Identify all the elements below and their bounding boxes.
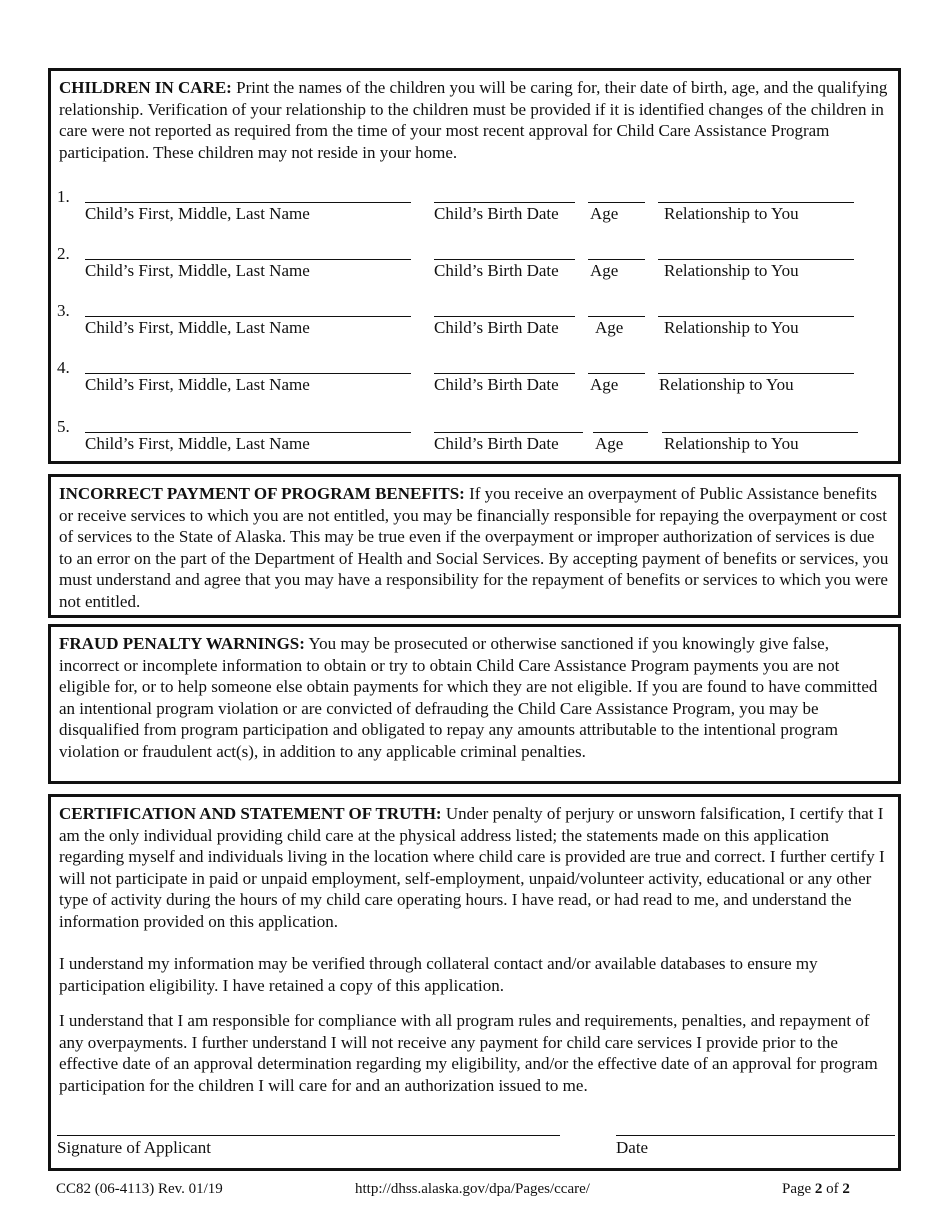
row-number: 4. [57, 358, 70, 377]
incorrect-payment-text: If you receive an overpayment of Public Assistance benefits or receive services to which you are not entitled, you may be financially responsible for repaying the overpayment or cost of services to the State of Alaska. This may be true even if the overpayment or improper authorization of services is due to an error on the part of the Department of Health and Social Services. By accepting payment of benefits or services, you must understand and agree that you may have a responsibility for the repayment of benefits or services to which you were not entitled. [59, 484, 889, 611]
page-current: 2 [814, 1181, 823, 1197]
child-relationship-label: Relationship to You [659, 375, 794, 394]
child-relationship-label: Relationship to You [664, 434, 799, 453]
incorrect-payment-section [48, 474, 901, 618]
child-age-label: Age [595, 434, 624, 453]
child-name-label: Child’s First, Middle, Last Name [85, 434, 310, 453]
child-age-label: Age [595, 318, 624, 337]
child-relationship-label: Relationship to You [664, 318, 799, 337]
child-birth-date-label: Child’s Birth Date [434, 318, 559, 337]
certification-paragraph-2: I understand my information may be verified through collateral contact and/or available databases to ensure my participation eligibility. I have retained a copy of this application. [59, 954, 818, 995]
children-in-care-text: Print the names of the children you will be caring for, their date of birth, age, and the qualifying relationship. Verification of your relationship to the children must be provided if it is identified changes of the children in care were not reported as required from the time of your most recent approval for Child Care Assistance Program participation. These children may not reside in your home. [59, 78, 888, 162]
child-name-label: Child’s First, Middle, Last Name [85, 375, 310, 394]
child-name-label: Child’s First, Middle, Last Name [85, 261, 310, 280]
row-number: 3. [57, 301, 70, 320]
footer-url[interactable]: http://dhss.alaska.gov/dpa/Pages/ccare/ [355, 1181, 590, 1197]
child-age-label: Age [590, 261, 619, 280]
row-number: 1. [57, 187, 70, 206]
date-field[interactable] [616, 1135, 895, 1136]
fraud-text: You may be prosecuted or otherwise sanctioned if you knowingly give false, incorrect or incomplete information to obtain or try to obtain Child Care Assistance Program payments you are not eligible for, or to help someone else obtain payments for which they are not eligible. If you are found to have committed an intentional program violation or are convicted of defrauding the Child Care Assistance Program, you may be disqualified from program participation and obligated to repay any amounts attributable to the intentional program violation or fraudulent act(s), in addition to any applicable criminal penalties. [59, 634, 878, 761]
incorrect-payment-heading: INCORRECT PAYMENT OF PROGRAM BENEFITS: [59, 484, 465, 503]
child-age-label: Age [590, 204, 619, 223]
child-name-label: Child’s First, Middle, Last Name [85, 318, 310, 337]
certification-paragraph-3: I understand that I am responsible for compliance with all program rules and requirements, penalties, and repayment of any overpayments. I further understand I will not receive any payment for child care services I provide prior to the effective date of an approval determination regarding my eligibility, and/or the effective date of an approval for program participation for the children I will care for and an authorization issued to me. [59, 1011, 878, 1095]
child-name-label: Child’s First, Middle, Last Name [85, 204, 310, 223]
fraud-penalty-section [48, 624, 901, 784]
child-birth-date-label: Child’s Birth Date [434, 434, 559, 453]
page-mid: of [822, 1181, 843, 1197]
certification-heading: CERTIFICATION AND STATEMENT OF TRUTH: [59, 804, 442, 823]
child-relationship-label: Relationship to You [664, 204, 799, 223]
row-number: 5. [57, 417, 70, 436]
incorrect-payment-paragraph [59, 483, 890, 612]
form-id: CC82 (06-4113) Rev. 01/19 [56, 1181, 223, 1197]
certification-paragraph-1 [59, 803, 890, 932]
fraud-paragraph [59, 633, 890, 762]
date-label: Date [616, 1138, 649, 1157]
child-row-5 [51, 416, 898, 456]
child-age-label: Age [590, 375, 619, 394]
certification-section [48, 794, 901, 1171]
page-prefix: Page [782, 1181, 815, 1197]
child-birth-date-label: Child’s Birth Date [434, 261, 559, 280]
certification-text-1: Under penalty of perjury or unsworn falsification, I certify that I am the only individual providing child care at the physical address listed; the statements made on this application regarding myself and individuals living in the location where child care is provided are true and correct. I further certify I will not participate in paid or unpaid employment, self-employment, unpaid/volunteer activity, educational or any other type of activity during the hours of my child care operating hours. I have read, or had read to me, and understand the information provided on this application. [59, 804, 885, 931]
fraud-heading: FRAUD PENALTY WARNINGS: [59, 634, 305, 653]
child-relationship-label: Relationship to You [664, 261, 799, 280]
child-birth-date-label: Child’s Birth Date [434, 375, 559, 394]
page-total: 2 [842, 1181, 850, 1197]
child-row-1 [51, 186, 898, 226]
child-row-4 [51, 357, 898, 397]
page-number [782, 1181, 850, 1198]
children-in-care-intro [59, 77, 890, 163]
child-row-3 [51, 300, 898, 340]
signature-field[interactable] [57, 1135, 560, 1136]
signature-label: Signature of Applicant [57, 1138, 211, 1157]
row-number: 2. [57, 244, 70, 263]
children-in-care-section [48, 68, 901, 464]
children-in-care-heading: CHILDREN IN CARE: [59, 78, 232, 97]
child-birth-date-label: Child’s Birth Date [434, 204, 559, 223]
child-row-2 [51, 243, 898, 283]
